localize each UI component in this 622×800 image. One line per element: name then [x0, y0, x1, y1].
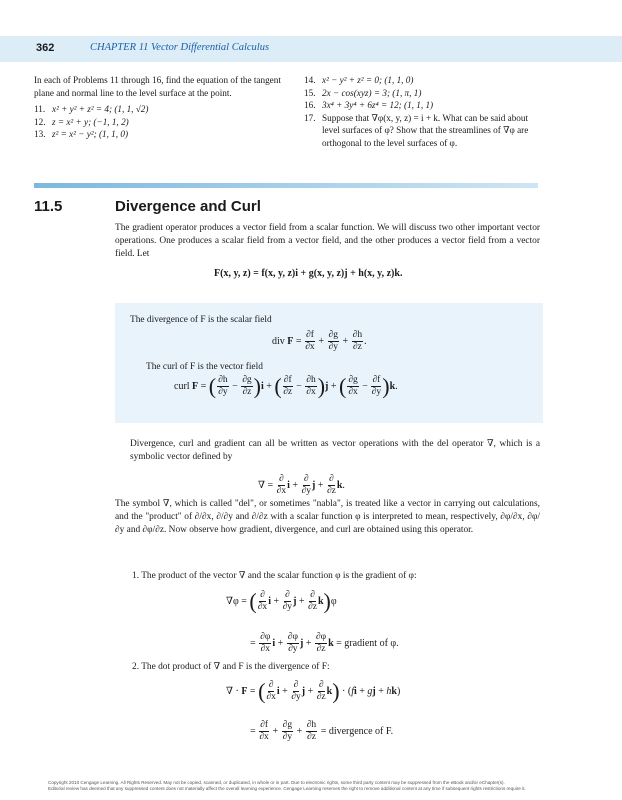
- list-item: [304, 99, 542, 112]
- list-item: [34, 116, 284, 129]
- problems-right-column: [304, 74, 542, 150]
- problem-text: 2x − cos(xyz) = 3; (1, π, 1): [322, 87, 422, 98]
- del-paragraph: Divergence, curl and gradient can all be written as vector operations with the del operator ∇, which is a symbolic vector defined by: [130, 439, 540, 462]
- del-definition-formula: ∇ = $\frac{\partial}{\partial x}$ i + $\frac{\partial}{\partial y}$ j + $\frac{\partial}{\partial z}$ k.: [258, 474, 345, 496]
- problem-number: 11.: [34, 104, 46, 115]
- list-item: [34, 128, 284, 141]
- divergence-definition-text: The divergence of F is the scalar field: [130, 315, 272, 325]
- divergence-dot-formula-line2: = $\frac{\partial f}{\partial x}$ + $\frac{\partial g}{\partial y}$ + $\frac{\partial h}{\partial z}$ = divergence of F.: [250, 720, 394, 742]
- problem-text: x² − y² + z² = 0; (1, 1, 0): [322, 75, 414, 85]
- problems-left-column: [34, 74, 284, 141]
- field-equation: F(x, y, z) = f(x, y, z)i + g(x, y, z)j + h(x, y, z)k.: [214, 268, 403, 279]
- problem-number: 12.: [34, 116, 46, 127]
- problem-number: 14.: [304, 75, 316, 85]
- problem-text: x² + y² + z² = 4; (1, 1, √2): [52, 104, 149, 115]
- section-divider: [34, 183, 538, 188]
- problems-intro: In each of Problems 11 through 16, find the equation of the tangent plane and normal line to the level surface at the point.: [34, 75, 281, 98]
- copyright-line-1: Copyright 2010 Cengage Learning. All Rights Reserved. May not be copied, scanned, or duplicated, in whole or in part. Due to electronic rights, some third party content may be suppressed from the eBook and/or eChapter(s).: [48, 780, 505, 785]
- copyright-line-2: Editorial review has deemed that any suppressed content does not materially affect the overall learning experience. Cengage Learning reserves the right to remove additional content at any time if subsequent rights restrictions require it.: [48, 786, 526, 791]
- section-intro: The gradient operator produces a vector field from a scalar function. We will discuss two other important vector operations. One produces a scalar field from a vector field, and the other produces a vector field from a vector field. Let: [115, 223, 540, 259]
- gradient-result: = gradient of φ.: [336, 637, 399, 649]
- problem-text: z² = x² − y²; (1, 1, 0): [52, 129, 129, 140]
- problem-number: 15.: [304, 87, 316, 98]
- problem-number: 16.: [304, 100, 316, 111]
- list-item: [304, 87, 542, 100]
- section-title: Divergence and Curl: [115, 198, 261, 215]
- divergence-result: = divergence of F.: [320, 725, 394, 737]
- divergence-dot-formula-line1: ∇ · F = ( $\frac{\partial}{\partial x}$ i + $\frac{\partial}{\partial y}$ j + $\frac{\partial}{\partial z}$ k) · (fi + gj + hk): [226, 678, 401, 704]
- gradient-formula-line2: = $\frac{\partial\varphi}{\partial x}$ i + $\frac{\partial\varphi}{\partial y}$ j + $\frac{\partial\varphi}{\partial z}$ k = gradient of φ.: [250, 632, 399, 654]
- problem-number: 17.: [304, 112, 316, 123]
- problem-text: z = x² + y; (−1, 1, 2): [52, 116, 129, 127]
- problem-text: Suppose that ∇φ(x, y, z) = i + k. What can be said about level surfaces of φ? Show that the streamlines of ∇φ are orthogonal to the level surfaces of φ.: [322, 112, 529, 148]
- divergence-formula: div F = $\frac{\partial f}{\partial x}$ + $\frac{\partial g}{\partial y}$ + $\frac{\partial h}{\partial z}$ .: [272, 330, 367, 352]
- page-number: 362: [36, 42, 55, 54]
- gradient-item: 1. The product of the vector ∇ and the scalar function φ is the gradient of φ:: [132, 571, 417, 581]
- list-item: [304, 112, 542, 150]
- problem-text: 3x⁴ + 3y⁴ + 6z⁴ = 12; (1, 1, 1): [322, 100, 434, 111]
- problem-number: 13.: [34, 129, 46, 140]
- list-item: [304, 74, 542, 87]
- divergence-item: 2. The dot product of ∇ and F is the divergence of F:: [132, 662, 330, 672]
- chapter-title: CHAPTER 11 Vector Differential Calculus: [90, 42, 270, 53]
- curl-formula: curl F = ( $\frac{\partial h}{\partial y}$ − $\frac{\partial g}{\partial z}$ )i + ( $\frac{\partial f}{\partial z}$ − $\frac{\partial h}{\partial x}$ )j + ( $\frac{\partial g}{\partial x}$ − $\frac{\partial f}{\partial y}$ )k.: [174, 373, 398, 399]
- gradient-formula-line1: ∇φ = ( $\frac{\partial}{\partial x}$ i + $\frac{\partial}{\partial y}$ j + $\frac{\partial}{\partial z}$ k)φ: [226, 588, 337, 614]
- nabla-paragraph: The symbol ∇, which is called "del", or sometimes "nabla", is treated like a vector in carrying out calculations, and the "product" of ∂/∂x, ∂/∂y and ∂/∂z with a scalar function φ is interpreted to mean, respectively, ∂φ/∂x, ∂φ/∂y and ∂φ/∂z. Now observe how gradient, divergence, and curl are obtained using this operator.: [115, 499, 540, 535]
- section-number: 11.5: [34, 198, 63, 215]
- list-item: [34, 103, 284, 116]
- curl-definition-text: The curl of F is the vector field: [146, 362, 263, 372]
